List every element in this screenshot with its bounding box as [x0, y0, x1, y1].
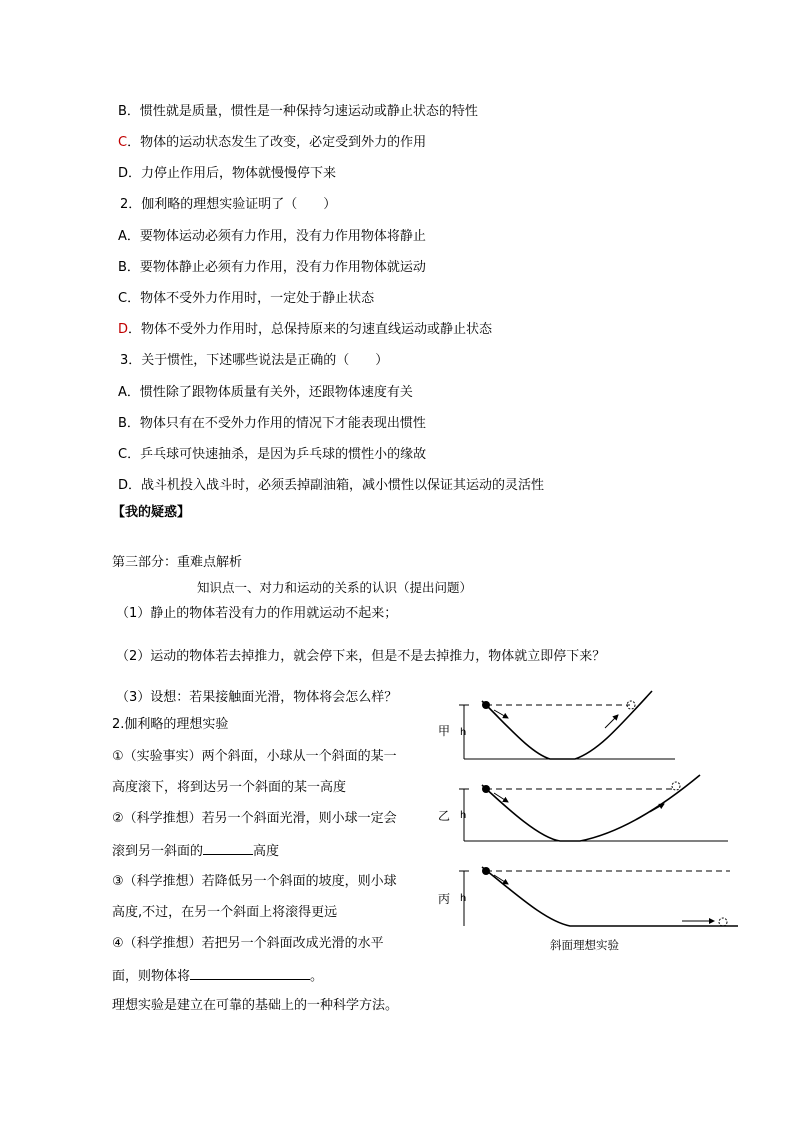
q3-stem: 3．关于惯性，下述哪些说法是正确的（ ） [120, 353, 389, 368]
ball-end-yi [672, 782, 680, 790]
inclined-plane-figure [430, 683, 750, 958]
fill-blank-2[interactable] [190, 967, 310, 980]
q2-stem: 2．伽利略的理想实验证明了（ ） [120, 197, 337, 212]
v-curve-yi [482, 775, 700, 841]
step-4-text-a: 面，则物体将 [112, 969, 191, 984]
q2-option-c: C．物体不受外力作用时，一定处于静止状态 [118, 291, 375, 306]
q1-option-c [118, 135, 426, 151]
height-label-jia: h [460, 727, 467, 738]
step-3-line-1: ③（科学推想）若降低另一个斜面的坡度，则小球 [112, 874, 397, 889]
step-2-line-2 [112, 842, 279, 860]
knowledge-point-title: 知识点一、对力和运动的关系的认识（提出问题） [197, 580, 473, 595]
fill-blank-1[interactable] [203, 842, 253, 855]
step-2-text-a: 滚到另一斜面的 [112, 844, 204, 859]
v-curve-jia [482, 691, 652, 759]
q1-option-d: D．力停止作用后，物体就慢慢停下来 [118, 166, 337, 181]
conclusion: 理想实验是建立在可靠的基础上的一种科学方法。 [112, 998, 399, 1013]
q3-option-d: D．战斗机投入战斗时，必须丢掉副油箱，减小惯性以保证其运动的灵活性 [118, 478, 545, 493]
q2-option-d [118, 322, 492, 338]
q2-option-d-letter: D [118, 322, 129, 337]
ball-start-jia [482, 701, 490, 709]
paragraph-3: （3）设想：若果接触面光滑，物体将会怎么样？ [116, 690, 398, 705]
height-label-bing: h [460, 893, 467, 904]
height-label-yi: h [460, 810, 467, 821]
galileo-title: 2.伽利略的理想实验 [112, 717, 229, 732]
q1-option-c-text: ．物体的运动状态发生了改变，必定受到外力的作用 [127, 135, 427, 150]
step-4-text-b: 。 [310, 969, 324, 984]
panel-bing [438, 867, 738, 926]
q1-option-c-letter: C [118, 135, 128, 150]
doubt-heading: 【我的疑惑】 [112, 505, 191, 520]
paragraph-2: （2）运动的物体若去掉推力，就会停下来，但是不是去掉推力，物体就立即停下来？ [116, 649, 606, 664]
step-1-line-2: 高度滚下，将到达另一个斜面的某一高度 [112, 780, 347, 795]
ball-start-bing [482, 867, 490, 875]
q3-option-c: C．乒乓球可快速抽杀，是因为乒乓球的惯性小的缘故 [118, 447, 427, 462]
panel-yi [438, 775, 728, 841]
q2-option-a: A．要物体运动必须有力作用，没有力作用物体将静止 [118, 229, 426, 244]
paragraph-1: （1）静止的物体若没有力的作用就运动不起来； [116, 606, 398, 621]
panel-label-bing: 丙 [438, 892, 451, 906]
step-4-line-1: ④（科学推想）若把另一个斜面改成光滑的水平 [112, 936, 384, 951]
q1-option-b: B．惯性就是质量，惯性是一种保持匀速运动或静止状态的特性 [118, 104, 478, 119]
ball-end-bing [719, 918, 727, 926]
step-3-line-2: 高度,不过，在另一个斜面上将滚得更远 [112, 905, 338, 920]
step-4-line-2 [112, 967, 323, 985]
part3-heading: 第三部分：重难点解析 [112, 555, 243, 570]
panel-jia [438, 691, 675, 759]
q2-option-b: B．要物体静止必须有力作用，没有力作用物体就运动 [118, 260, 426, 275]
figure-caption: 斜面理想实验 [550, 938, 619, 952]
panel-label-yi: 乙 [438, 809, 451, 823]
panel-label-jia: 甲 [438, 724, 451, 738]
q2-option-d-text: ．物体不受外力作用时，总保持原来的匀速直线运动或静止状态 [128, 322, 493, 337]
step-2-line-1: ②（科学推想）若另一个斜面光滑，则小球一定会 [112, 811, 397, 826]
q3-option-a: A．惯性除了跟物体质量有关外，还跟物体速度有关 [118, 385, 413, 400]
step-2-text-b: 高度 [253, 844, 280, 859]
q3-option-b: B．物体只有在不受外力作用的情况下才能表现出惯性 [118, 416, 426, 431]
slope-to-flat-bing [482, 867, 738, 926]
step-1-line-1: ①（实验事实）两个斜面，小球从一个斜面的某一 [112, 749, 397, 764]
ball-start-yi [482, 785, 490, 793]
